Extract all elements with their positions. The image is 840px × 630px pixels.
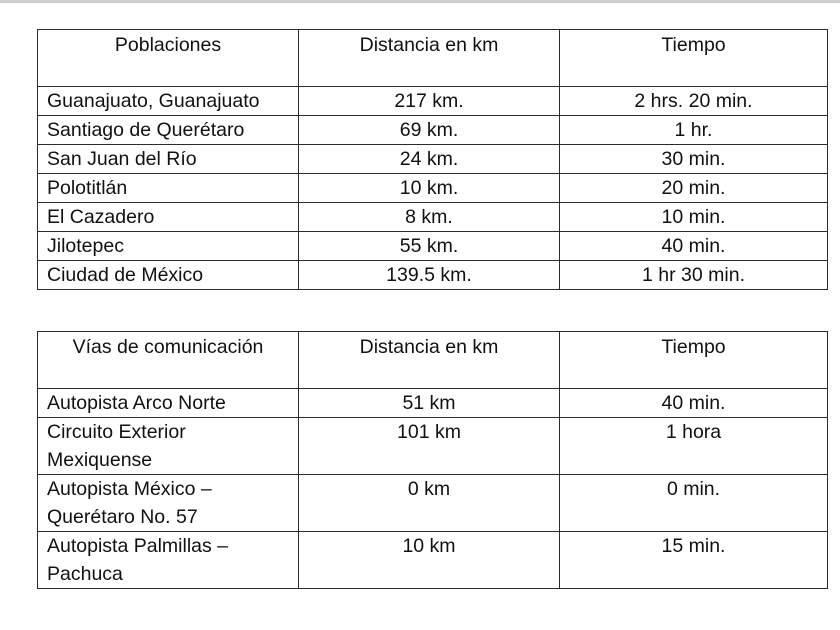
cell-tiempo: 40 min.: [560, 232, 828, 261]
header-row: [38, 332, 828, 389]
table-row: [38, 389, 828, 418]
cell-distancia: 101 km: [299, 418, 560, 475]
header-vias: Vías de comunicación: [38, 332, 299, 389]
table-row: [38, 203, 828, 232]
cell-via: Circuito Exterior Mexiquense: [38, 418, 299, 475]
table-row: [38, 87, 828, 116]
cell-tiempo: 1 hora: [560, 418, 828, 475]
cell-via: Autopista México – Querétaro No. 57: [38, 475, 299, 532]
cell-tiempo: 15 min.: [560, 532, 828, 589]
header-distancia: Distancia en km: [299, 30, 560, 87]
table-row: [38, 145, 828, 174]
cell-distancia: 55 km.: [299, 232, 560, 261]
header-tiempo: Tiempo: [560, 332, 828, 389]
cell-poblacion: Polotitlán: [38, 174, 299, 203]
cell-distancia: 69 km.: [299, 116, 560, 145]
cell-tiempo: 1 hr 30 min.: [560, 261, 828, 290]
cell-via: Autopista Arco Norte: [38, 389, 299, 418]
header-distancia: Distancia en km: [299, 332, 560, 389]
cell-distancia: 10 km: [299, 532, 560, 589]
cell-poblacion: El Cazadero: [38, 203, 299, 232]
table-row: [38, 475, 828, 532]
table-row: [38, 532, 828, 589]
cell-poblacion: Guanajuato, Guanajuato: [38, 87, 299, 116]
cell-tiempo: 0 min.: [560, 475, 828, 532]
top-divider: [0, 0, 840, 3]
cell-tiempo: 10 min.: [560, 203, 828, 232]
cell-distancia: 0 km: [299, 475, 560, 532]
cell-tiempo: 30 min.: [560, 145, 828, 174]
vias-comunicacion-table: [37, 331, 828, 589]
cell-distancia: 10 km.: [299, 174, 560, 203]
cell-poblacion: San Juan del Río: [38, 145, 299, 174]
cell-poblacion: Ciudad de México: [38, 261, 299, 290]
cell-via: Autopista Palmillas – Pachuca: [38, 532, 299, 589]
cell-distancia: 51 km: [299, 389, 560, 418]
cell-distancia: 24 km.: [299, 145, 560, 174]
header-tiempo: Tiempo: [560, 30, 828, 87]
header-poblaciones: Poblaciones: [38, 30, 299, 87]
cell-poblacion: Santiago de Querétaro: [38, 116, 299, 145]
cell-distancia: 8 km.: [299, 203, 560, 232]
table-row: [38, 174, 828, 203]
cell-distancia: 217 km.: [299, 87, 560, 116]
cell-distancia: 139.5 km.: [299, 261, 560, 290]
cell-tiempo: 2 hrs. 20 min.: [560, 87, 828, 116]
header-row: [38, 30, 828, 87]
table-row: [38, 418, 828, 475]
cell-tiempo: 1 hr.: [560, 116, 828, 145]
cell-tiempo: 20 min.: [560, 174, 828, 203]
table-row: [38, 261, 828, 290]
table-row: [38, 116, 828, 145]
cell-poblacion: Jilotepec: [38, 232, 299, 261]
table-row: [38, 232, 828, 261]
poblaciones-table: [37, 29, 828, 290]
cell-tiempo: 40 min.: [560, 389, 828, 418]
